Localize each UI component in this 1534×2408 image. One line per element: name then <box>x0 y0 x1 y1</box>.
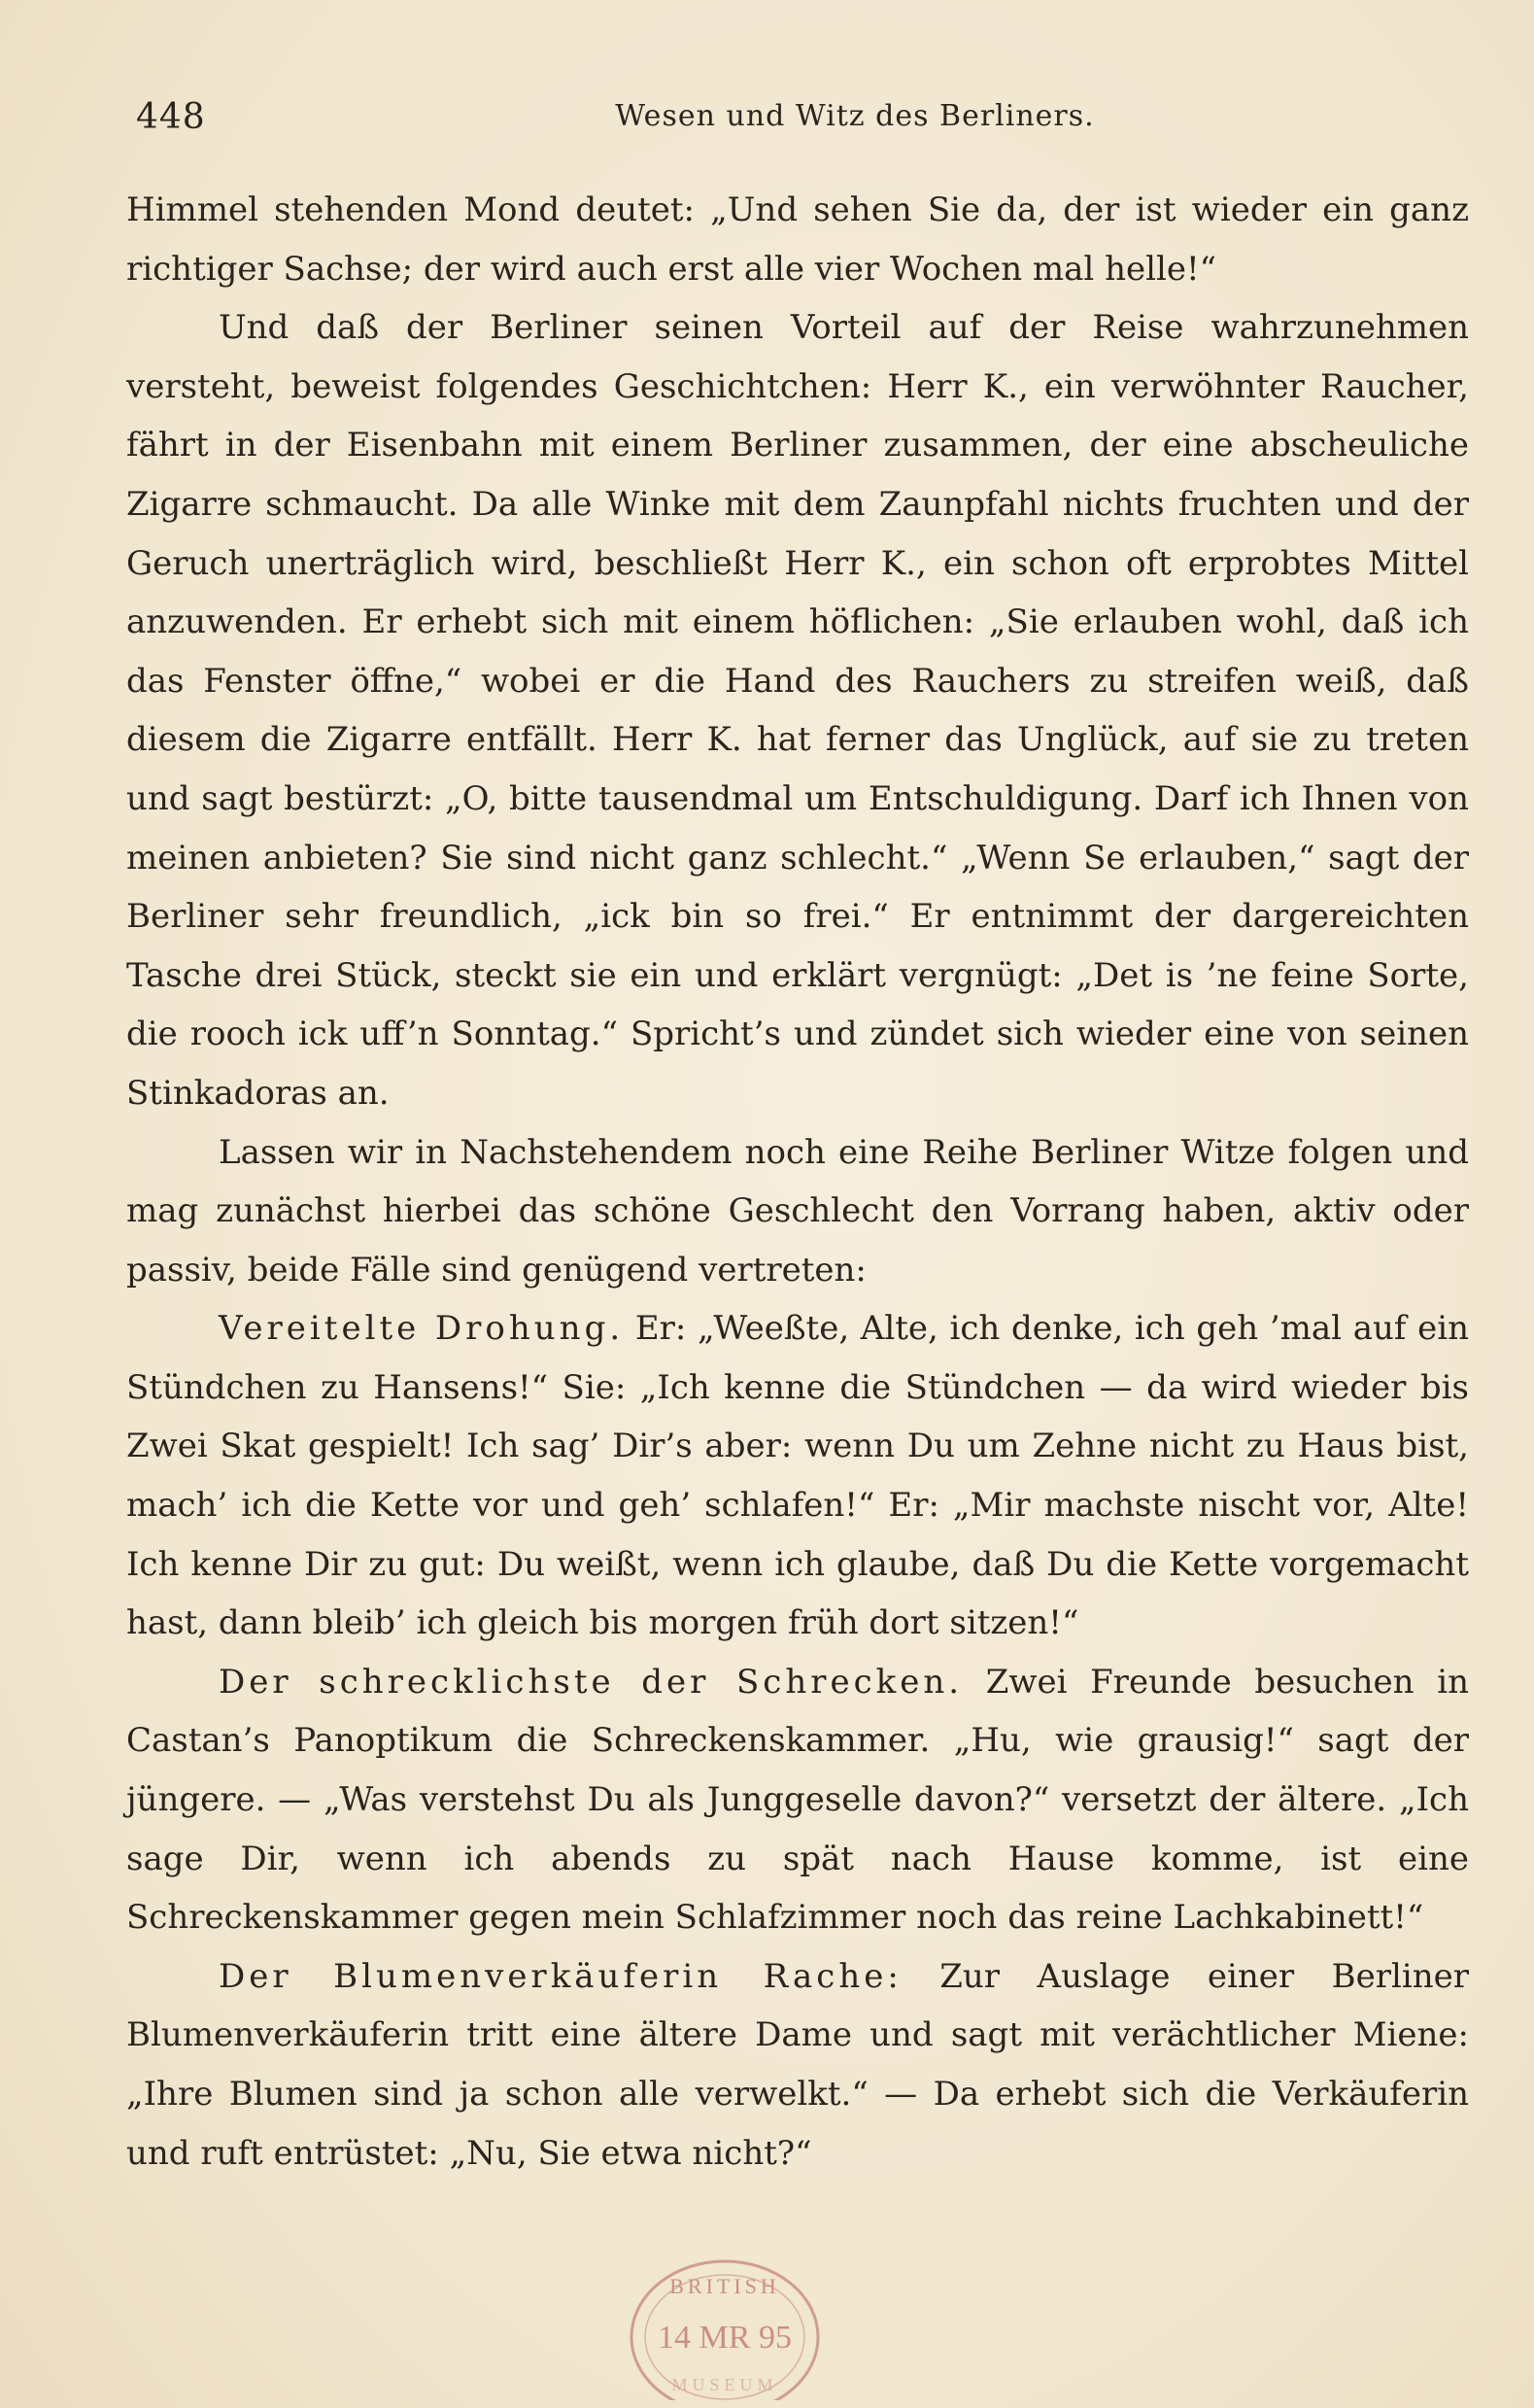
anecdote-text: Zwei Freunde besuchen in Castan’s Panoptikum die Schreckenskammer. „Hu, wie grausig!“ sagt der jüngere. — „Was verstehst Du als Junggeselle davon?“ versetzt der ältere. „Ich sage Dir, wenn ich abends zu spät nach Hause komme, ist eine Schreckenskammer gegen mein Schlafzimmer noch das reine Lachkabinett!“ <box>126 1662 1469 1938</box>
stamp-icon <box>618 2254 832 2400</box>
stamp-bottom-text: MUSEUM <box>671 2375 778 2394</box>
body-text <box>126 181 1469 2183</box>
library-stamp <box>618 2254 832 2400</box>
paragraph: Lassen wir in Nachstehendem noch eine Reihe Berliner Witze folgen und mag zunächst hierbei das schöne Geschlecht den Vorrang haben, aktiv oder passiv, beide Fälle sind genügend vertreten: <box>126 1132 1469 1290</box>
anecdote-text: Er: „Weeßte, Alte, ich denke, ich geh ’mal auf ein Stündchen zu Hansens!“ Sie: „Ich kenne die Stündchen — da wird wieder bis Zwei Skat gespielt! Ich sag’ Dir’s aber: wenn Du um Zehne nicht zu Haus bist, mach’ ich die Kette vor und geh’ schlafen!“ Er: „Mir machste nischt vor, Alte! Ich kenne Dir zu gut: Du weißt, wenn ich glaube, daß Du die Kette vorgemacht hast, dann bleib’ ich gleich bis morgen früh dort sitzen!“ <box>126 1309 1469 1643</box>
anecdote <box>126 1947 1469 2183</box>
page-number: 448 <box>136 97 206 137</box>
anecdote <box>126 1299 1469 1653</box>
anecdote-title: Der schrecklichste der Schrecken. <box>219 1662 964 1702</box>
anecdote <box>126 1653 1469 1947</box>
running-head: Wesen und Witz des Berliners. <box>615 99 1095 133</box>
paragraph: Und daß der Berliner seinen Vorteil auf der Reise wahrzunehmen versteht, beweist folgendes Geschichtchen: Herr K., ein verwöhnter Raucher, fährt in der Eisenbahn mit einem Berliner zusammen, der eine abscheuliche Zigarre schmaucht. Da alle Winke mit dem Zaunpfahl nichts fruchten und der Geruch unerträglich wird, beschließt Herr K., ein schon oft erprobtes Mittel anzuwenden. Er erhebt sich mit einem höflichen: „Sie erlauben wohl, daß ich das Fenster öffne,“ wobei er die Hand des Rauchers zu streifen weiß, daß diesem die Zigarre entfällt. Herr K. hat ferner das Unglück, auf sie zu treten und sagt bestürzt: „O, bitte tausendmal um Entschuldigung. Darf ich Ihnen von meinen anbieten? Sie sind nicht ganz schlecht.“ „Wenn Se erlauben,“ sagt der Berliner sehr freundlich, „ick bin so frei.“ Er entnimmt der dargereichten Tasche drei Stück, steckt sie ein und erklärt vergnügt: „Det is ’ne feine Sorte, die rooch ick uff’n Sonntag.“ Spricht’s und zündet sich wieder eine von seinen Stinkadoras an. <box>126 308 1469 1113</box>
stamp-top-text: BRITISH <box>669 2274 780 2298</box>
stamp-date: 14 MR 95 <box>658 2320 792 2356</box>
anecdote-title: Vereitelte Drohung. <box>219 1309 625 1349</box>
paragraph: Himmel stehenden Mond deutet: „Und sehen Sie da, der ist wieder ein ganz richtiger Sachse; der wird auch erst alle vier Wochen mal helle!“ <box>126 190 1469 289</box>
page-header <box>126 97 1467 146</box>
anecdote-title: Der Blumenverkäuferin Rache: <box>219 1956 903 1996</box>
anecdote-text: Zur Auslage einer Berliner Blumenverkäuferin tritt eine ältere Dame und sagt mit verächtlicher Miene: „Ihre Blumen sind ja schon alle verwelkt.“ — Da erhebt sich die Verkäuferin und ruft entrüstet: „Nu, Sie etwa nicht?“ <box>126 1956 1469 2173</box>
